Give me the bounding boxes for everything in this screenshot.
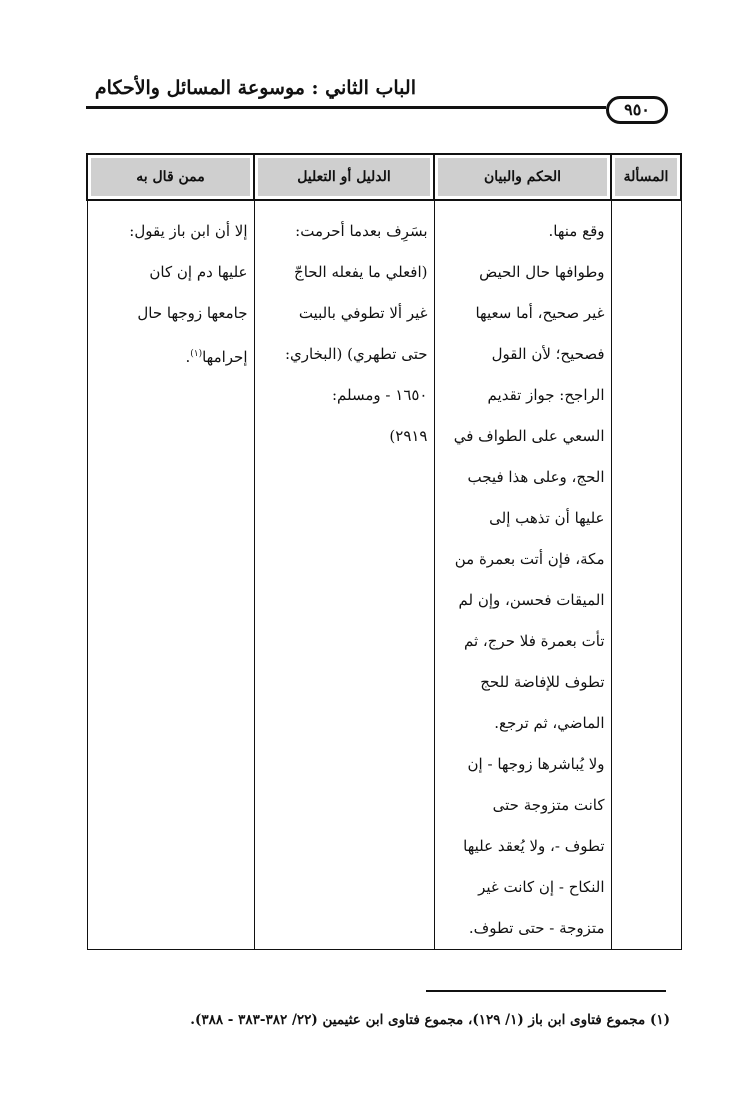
who-said-line: إلا أن ابن باز يقول: xyxy=(129,222,248,240)
who-said-line: عليها دم إن كان xyxy=(149,263,248,281)
ruling-line: الماضي، ثم ترجع. xyxy=(494,714,605,732)
ruling-line: كانت متزوجة حتى xyxy=(492,796,605,814)
table-header-row xyxy=(87,154,681,200)
ruling-line: تطوف -، ولا يُعقد عليها xyxy=(463,837,605,855)
ruling-line: فصحيح؛ لأن القول xyxy=(491,345,605,363)
ruling-line: تأت بعمرة فلا حرج، ثم xyxy=(463,632,605,650)
rulings-table xyxy=(86,153,682,950)
ruling-line: ولا يُباشرها زوجها - إن xyxy=(467,755,605,773)
ruling-line: النكاح - إن كانت غير xyxy=(478,878,605,896)
footnote: (١) مجموع فتاوى ابن باز (١/ ١٢٩)، مجموع فتاوى ابن عثيمين (٢٢/ ٣٨٢-٣٨٣ - ٣٨٨). xyxy=(190,1012,670,1028)
evidence-line: ١٦٥٠ - ومسلم: xyxy=(331,386,428,404)
cell-who-said xyxy=(87,200,254,950)
evidence-line: (افعلي ما يفعله الحاجّ xyxy=(294,263,428,281)
evidence-line: بسَرِف بعدما أحرمت: xyxy=(295,222,428,240)
footnote-rule xyxy=(426,990,666,992)
column-header-who-said: ممن قال به xyxy=(87,154,254,200)
evidence-line: غير ألا تطوفي بالبيت xyxy=(298,304,428,322)
chapter-title: الباب الثاني : موسوعة المسائل والأحكام xyxy=(94,77,416,99)
column-header-evidence: الدليل أو التعليل xyxy=(254,154,434,200)
who-said-line: إحرامها$^{(١)}$. xyxy=(185,348,248,366)
ruling-line: تطوف للإفاضة للحج xyxy=(480,673,605,691)
ruling-line: متزوجة - حتى تطوف. xyxy=(468,919,605,937)
footnote-reference: (١) xyxy=(190,349,203,359)
ruling-line: الراجح: جواز تقديم xyxy=(487,386,605,404)
header-rule xyxy=(86,106,606,109)
evidence-line: حتى تطهري) (البخاري: xyxy=(284,345,428,363)
who-said-text: إحرامها xyxy=(202,348,248,366)
ruling-line: وطوافها حال الحيض xyxy=(479,263,605,281)
ruling-line: الميقات فحسن، وإن لم xyxy=(458,591,605,609)
evidence-line: ٢٩١٩) xyxy=(389,427,428,445)
cell-issue xyxy=(611,200,681,950)
ruling-line: وقع منها. xyxy=(548,222,605,240)
cell-evidence xyxy=(254,200,434,950)
ruling-line: الحج، وعلى هذا فيجب xyxy=(467,468,605,486)
page-number: ٩٥٠ xyxy=(606,96,668,124)
ruling-line: مكة، فإن أتت بعمرة من xyxy=(454,550,605,568)
who-said-line: جامعها زوجها حال xyxy=(137,304,248,322)
column-header-ruling: الحكم والبيان xyxy=(434,154,611,200)
ruling-line: عليها أن تذهب إلى xyxy=(489,509,605,527)
table-row xyxy=(87,200,681,950)
column-header-issue: المسألة xyxy=(611,154,681,200)
cell-ruling xyxy=(434,200,611,950)
ruling-line: السعي على الطواف في xyxy=(453,427,605,445)
ruling-line: غير صحيح، أما سعيها xyxy=(475,304,605,322)
